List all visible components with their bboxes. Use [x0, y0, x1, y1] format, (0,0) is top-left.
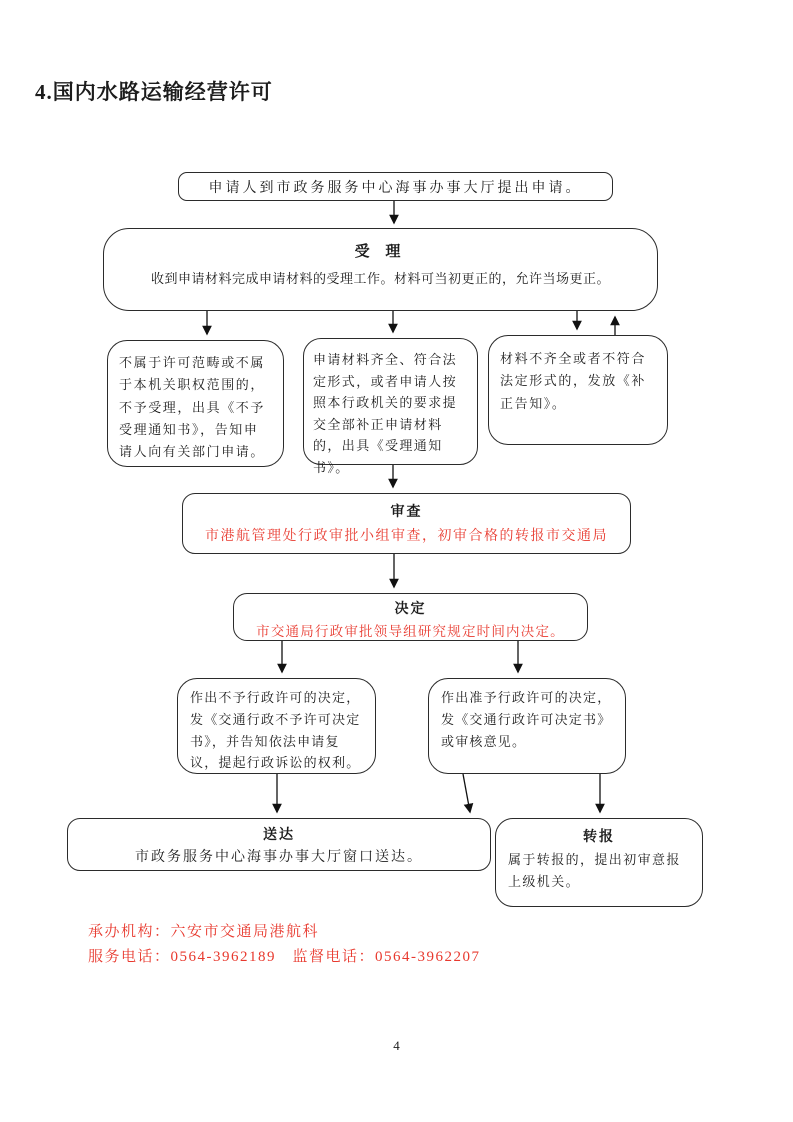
- flow-step-accept-notice: [303, 338, 478, 475]
- flow-step-deny-text: 作出不予行政许可的决定，发《交通行政不予许可决定书》，并告知依法申请复议，提起行政诉讼的权利。: [190, 690, 361, 771]
- footer-agency: 承办机构：六安市交通局港航科: [88, 924, 320, 940]
- flow-step-grant-text: 作出准予行政许可的决定，发《交通行政许可决定书》或审核意见。: [441, 690, 612, 749]
- flow-step-review-title: 审查: [390, 505, 423, 520]
- flow-step-accept-title: 受 理: [354, 244, 407, 260]
- footer-phones: 服务电话：0564-3962189 监督电话：0564-3962207: [88, 949, 481, 965]
- flow-step-apply-text: 申请人到市政务服务中心海事办事大厅提出申请。: [208, 180, 583, 196]
- flow-step-apply: [178, 172, 613, 201]
- flow-step-review: [182, 493, 631, 554]
- page-number: 4: [393, 1038, 400, 1053]
- flow-step-accept-text: 收到申请材料完成申请材料的受理工作。材料可当初更正的，允许当场更正。: [150, 271, 610, 286]
- flow-step-reject-scope-text: 不属于许可范畴或不属于本机关职权范围的，不予受理，出具《不予受理通知书》，告知申请人向有关部门申请。: [119, 355, 266, 460]
- flow-step-decision-title: 决定: [394, 602, 427, 617]
- flow-step-accept: [103, 228, 658, 311]
- flow-step-supplement-notice: [488, 335, 668, 445]
- flow-step-accept-notice-text: 申请材料齐全、符合法定形式，或者申请人按照本行政机关的要求提交全部补正申请材料的，出具《受理通知书》。: [313, 352, 458, 475]
- flow-step-decision: [233, 593, 588, 641]
- page-title: 4.国内水路运输经营许可: [35, 80, 273, 104]
- connector-grant-deliver: [463, 774, 470, 812]
- flow-step-forward-title: 转报: [583, 830, 615, 845]
- flow-step-deliver-title: 送达: [263, 828, 295, 843]
- flow-step-forward: [495, 818, 703, 907]
- flow-step-reject-scope: [107, 340, 284, 467]
- flow-step-deliver-text: 市政务服务中心海事办事大厅窗口送达。: [135, 850, 423, 865]
- flow-step-decision-text: 市交通局行政审批领导组研究规定时间内决定。: [256, 624, 565, 639]
- flow-step-supplement-notice-text: 材料不齐全或者不符合法定形式的，发放《补正告知》。: [500, 351, 647, 411]
- flow-step-grant: [428, 678, 626, 774]
- flow-step-forward-text: 属于转报的，提出初审意报上级机关。: [508, 852, 681, 890]
- flow-step-review-text: 市港航管理处行政审批小组审查，初审合格的转报市交通局: [205, 529, 608, 544]
- flow-step-deny: [177, 678, 376, 774]
- flow-step-deliver: [67, 818, 491, 871]
